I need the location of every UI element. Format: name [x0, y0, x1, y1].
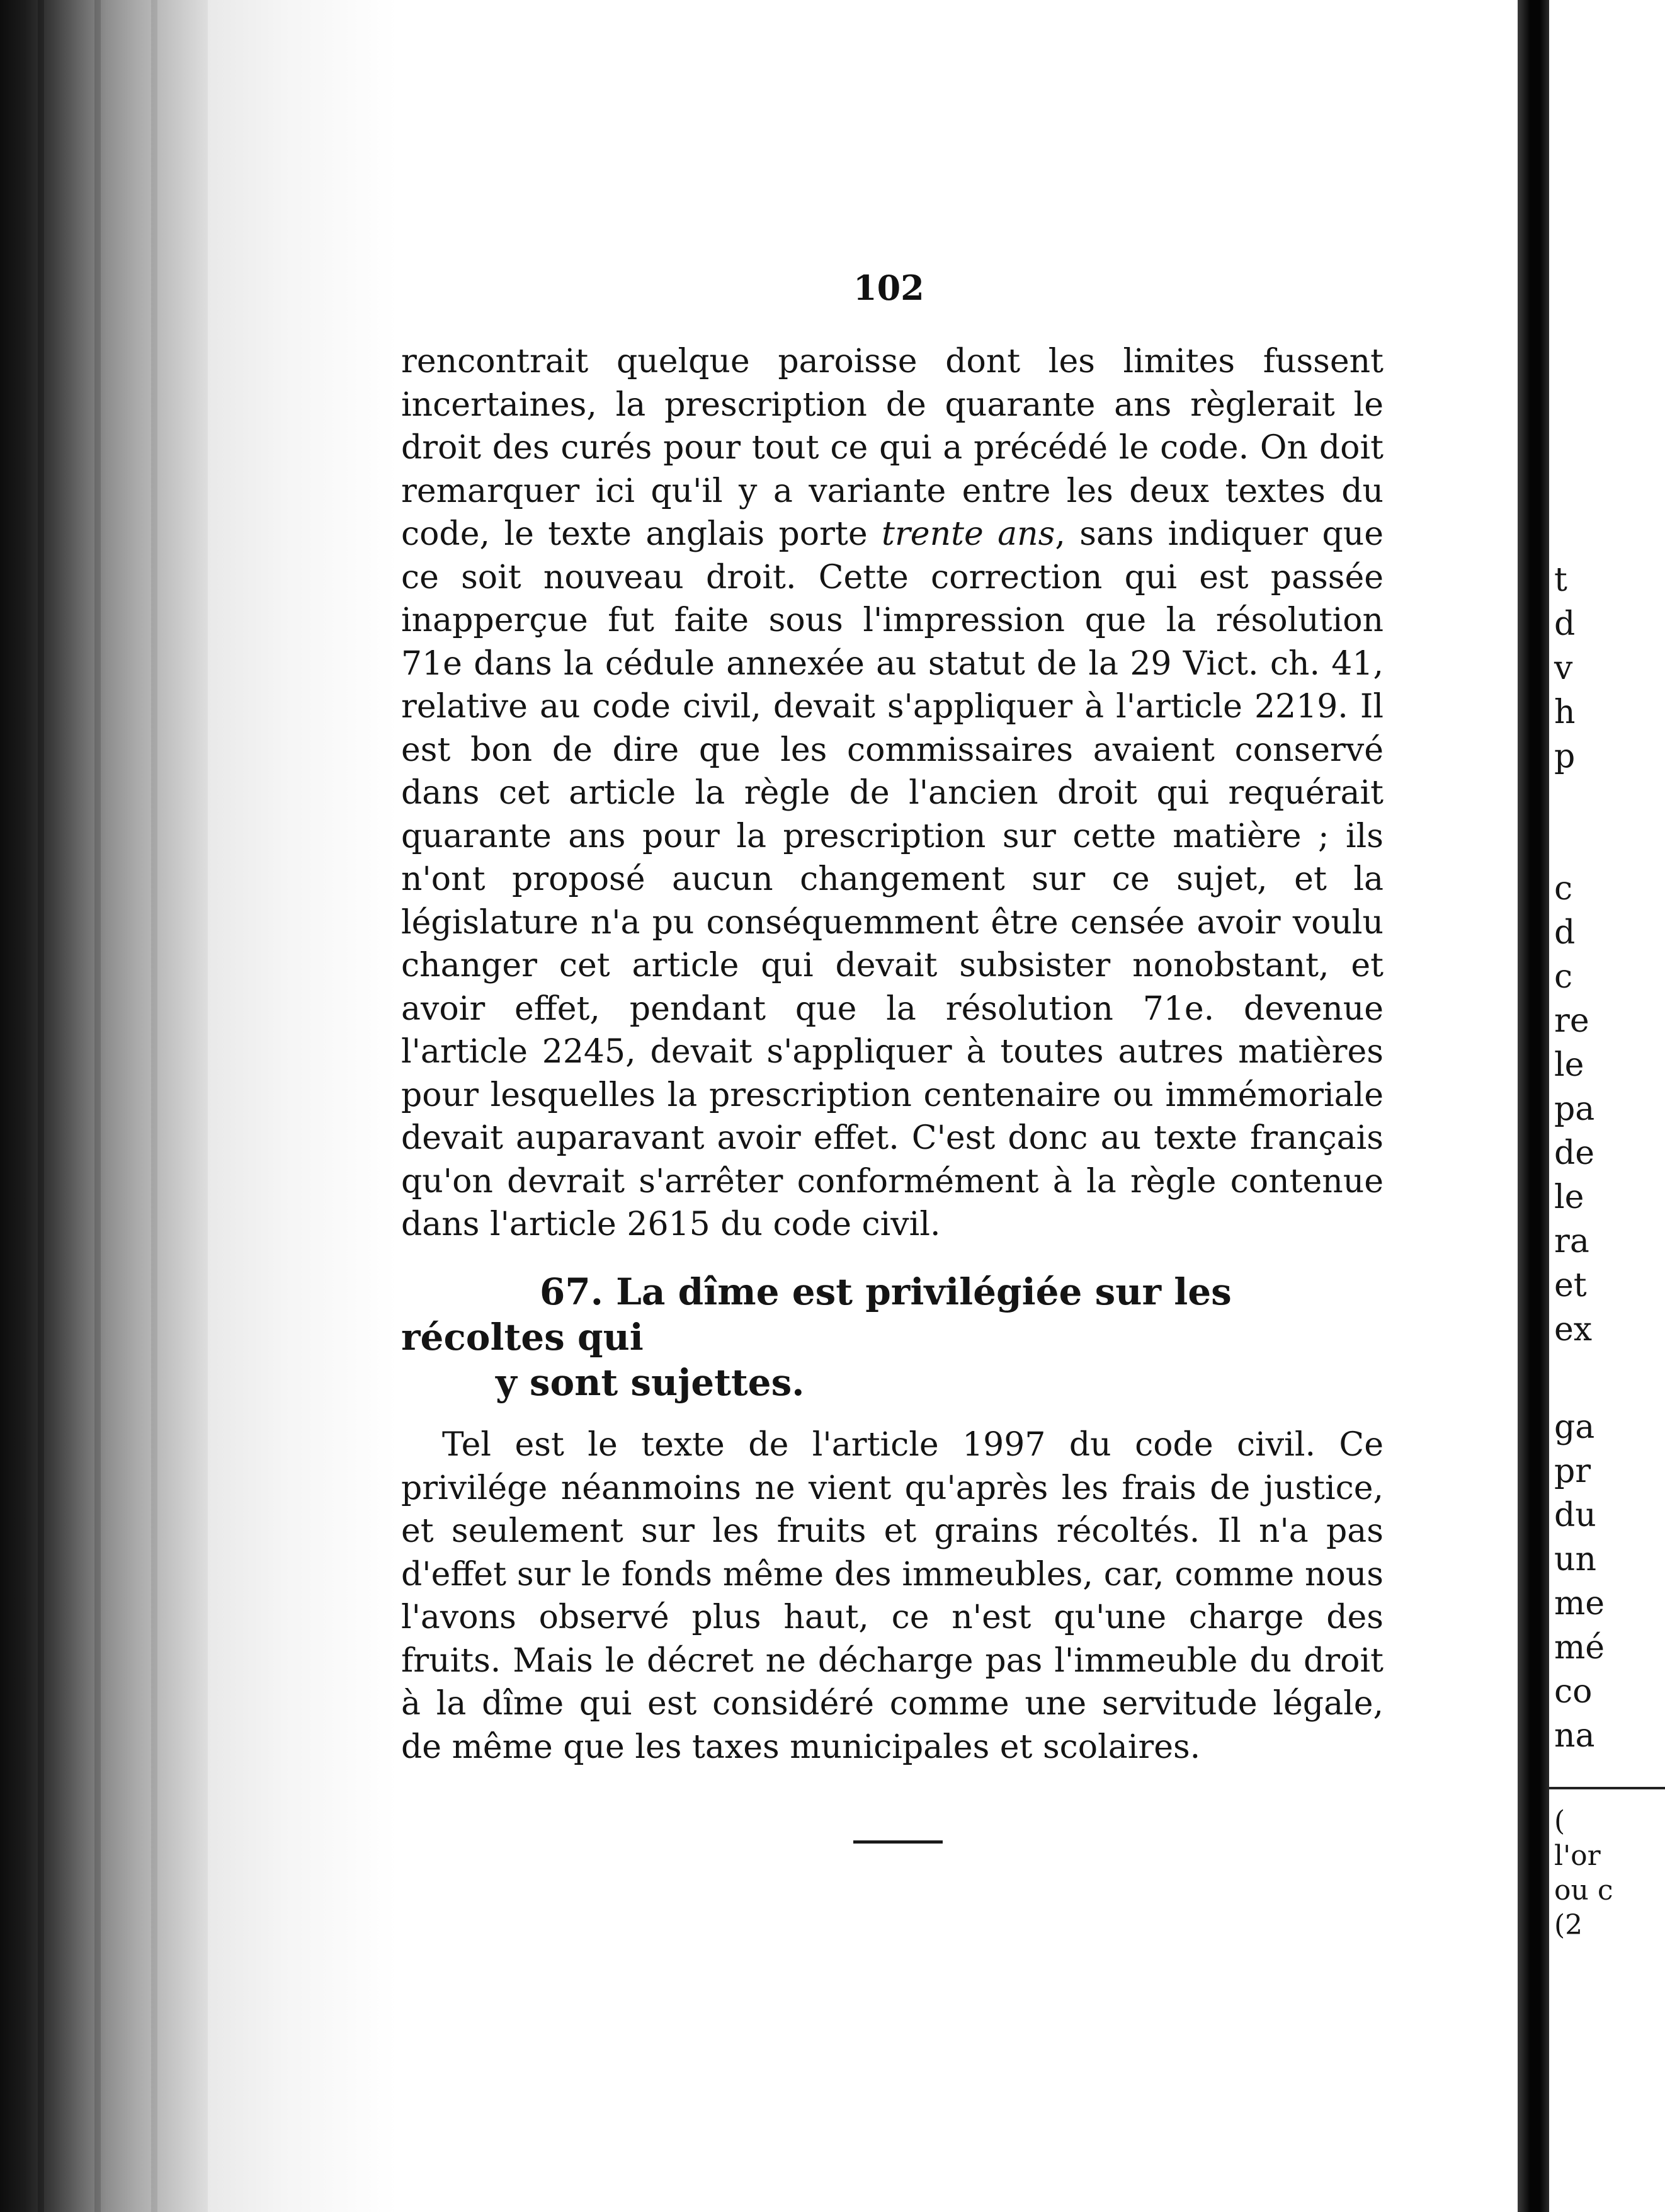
fragment-text: le	[1554, 1178, 1584, 1216]
fragment-text: pr	[1554, 1452, 1591, 1490]
footnote-fragment: (	[1554, 1805, 1566, 1837]
fragment-text: et	[1554, 1267, 1587, 1304]
fragment-text: d	[1554, 914, 1576, 952]
fragment-text: re	[1554, 1002, 1589, 1040]
book-binding	[1518, 0, 1549, 2212]
fragment-text: ga	[1554, 1408, 1595, 1446]
fragment-text: me	[1554, 1585, 1605, 1622]
fragment-text: v	[1554, 649, 1573, 687]
footnote-fragment: (2	[1554, 1909, 1583, 1941]
fragment-text: p	[1554, 738, 1576, 775]
fragment-text: h	[1554, 693, 1576, 731]
fragment-text: de	[1554, 1134, 1595, 1172]
fragment-text: c	[1554, 870, 1573, 908]
fragment-text: ex	[1554, 1311, 1593, 1348]
fragment-text: du	[1554, 1497, 1596, 1534]
footnote-fragment: ou c	[1554, 1874, 1613, 1907]
heading-line-2: y sont sujettes.	[496, 1361, 805, 1404]
fragment-text: pa	[1554, 1090, 1595, 1128]
fragment-text: un	[1554, 1541, 1596, 1578]
fragment-text: t	[1554, 561, 1567, 599]
fragment-text: d	[1554, 605, 1576, 643]
fragment-text: le	[1554, 1046, 1584, 1084]
book-edge-shadow	[0, 0, 208, 2212]
footnote-rule	[1549, 1787, 1665, 1789]
fragment-text: mé	[1554, 1629, 1605, 1667]
page-number: 102	[853, 268, 924, 308]
paragraph-text-end: , sans indiquer que ce soit nouveau droit. Cette correction qui est passée inapperçue fut faite sous l'impression que la résolution 71e dans la cédule annexée au statut de la 29 Vict. ch. 41, relative au code civil, devait s'appliquer à l'article 2219. Il est bon de dire que les commissaires avaient conservé dans cet article la règle de l'ancien droit qui requérait quarante ans pour la prescription sur cette matière ; ils n'ont proposé aucun changement sur ce sujet, et la législature n'a pu conséquemment être censée avoir voulu changer cet article qui devait subsister nonobstant, et avoir effet, pendant que la résolution 71e. devenue l'article 2245, devait s'appliquer à toutes autres matières pour lesquelles la prescription centenaire ou immémoriale devait auparavant avoir effet. C'est donc au texte français qu'on devrait s'arrêter conformément à la règle contenue dans l'article 2615 du code civil.	[401, 515, 1384, 1243]
fragment-text: co	[1554, 1673, 1593, 1711]
next-page-fragment	[1549, 0, 1665, 2212]
page-edge-line	[151, 0, 157, 2212]
article-heading	[401, 1269, 1384, 1405]
page-edge-line	[94, 0, 101, 2212]
fragment-text: na	[1554, 1717, 1595, 1755]
page-edge-line	[38, 0, 44, 2212]
body-paragraph	[401, 340, 1384, 1246]
heading-line-1: 67. La dîme est privilégiée sur les récoltes qui	[401, 1270, 1232, 1359]
footnote-fragment: l'or	[1554, 1840, 1601, 1872]
body-paragraph-2: Tel est le texte de l'article 1997 du code civil. Ce privilége néanmoins ne vient qu'après les frais de justice, et seulement sur les fruits et grains récoltés. Il n'a pas d'effet sur le fonds même des immeubles, car, comme nous l'avons observé plus haut, ce n'est qu'une charge des fruits. Mais le décret ne décharge pas l'immeuble du droit à la dîme qui est considéré comme une servitude légale, de même que les taxes municipales et scolaires.	[401, 1426, 1384, 1766]
italic-phrase: trente ans	[882, 515, 1055, 553]
section-end-rule	[853, 1840, 943, 1844]
paragraph-text-start: rencontrait quelque paroisse dont les limites fussent incertaines, la prescription de quarante ans règlerait le droit des curés pour tout ce qui a précédé le code. On doit remarquer ici qu'il y a variante entre les deux textes du code, le texte anglais porte	[401, 343, 1384, 553]
fragment-text: c	[1554, 958, 1573, 996]
fragment-text: ra	[1554, 1223, 1589, 1260]
